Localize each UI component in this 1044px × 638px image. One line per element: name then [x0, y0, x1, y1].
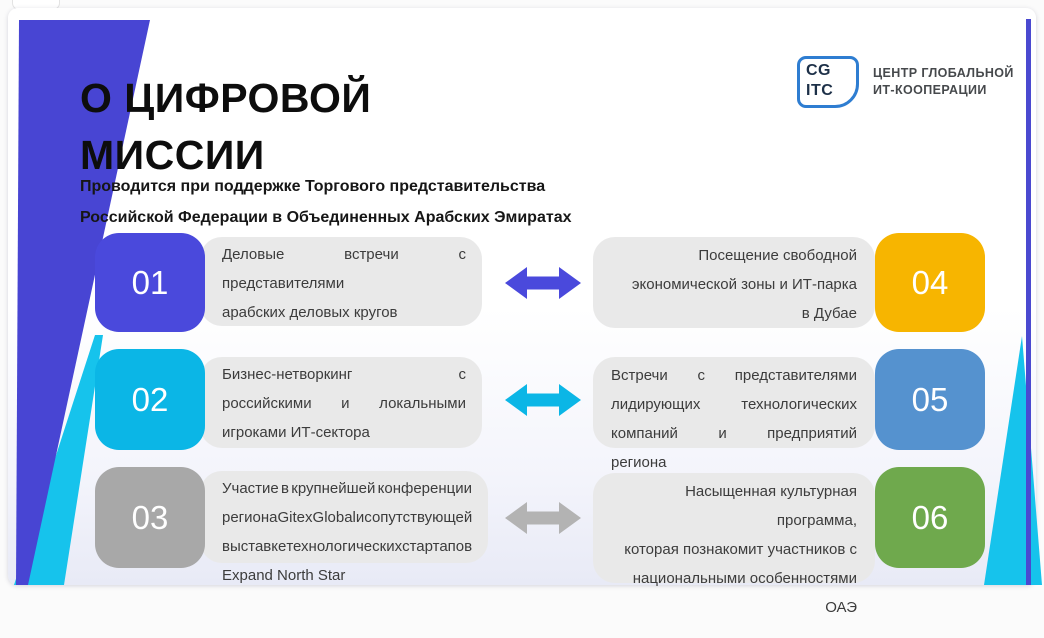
item-text-line: в Дубае: [801, 305, 857, 322]
logo-mark-text: ITC: [806, 82, 834, 99]
right-indigo-line: [1026, 19, 1031, 585]
logo-caption-line: ЦЕНТР ГЛОБАЛЬНОЙ: [873, 66, 1014, 80]
double-arrow-icon: [505, 499, 581, 542]
item-04-number-badge: 04: [875, 233, 985, 332]
item-05-text-panel: [593, 357, 875, 477]
logo-caption-line: ИТ-КООПЕРАЦИИ: [873, 83, 987, 97]
title-line: О ЦИФРОВОЙ: [80, 75, 372, 121]
item-text-line: экономической зоны и ИТ-парка: [631, 276, 857, 293]
item-03-text-panel: [200, 471, 488, 590]
slide-subtitle: [80, 171, 571, 233]
double-arrow-icon: [505, 264, 581, 307]
item-text-line: Бизнес-нетворкинг с: [222, 366, 466, 383]
item-text-line: ОАЭ: [825, 599, 857, 616]
item-text-line: региона Gitex Global и сопутствующей: [222, 509, 473, 526]
item-02-text-panel: [200, 357, 482, 447]
item-text-line: лидирующих технологических: [611, 396, 857, 413]
item-text-line: Expand North Star: [222, 567, 346, 584]
page-title: [80, 70, 371, 184]
title-line: МИССИИ: [80, 132, 265, 178]
item-text-line: региона: [611, 454, 667, 471]
logo-mark-text: CG: [806, 62, 831, 79]
item-text-line: Участие в крупнейшей конференции: [222, 480, 472, 497]
subtitle-line: Российской Федерации в Объединенных Арабских Эмиратах: [80, 209, 572, 226]
item-text-line: национальными особенностями: [632, 570, 857, 587]
item-text-line: которая познакомит участников с: [624, 541, 857, 558]
cgitc-logo-mark: [797, 56, 859, 108]
item-01-number-badge: 01: [95, 233, 205, 332]
right-cyan-wedge: [984, 336, 1042, 585]
subtitle-line: Проводится при поддержке Торгового представительства: [80, 178, 546, 195]
slide-canvas: [8, 8, 1036, 616]
item-04-text-panel: [593, 237, 875, 328]
item-text-line: Насыщенная культурная программа,: [685, 483, 857, 529]
item-06-text-panel: [593, 473, 875, 622]
item-text-line: выставке технологических стартапов: [222, 538, 473, 555]
item-text-line: компаний и предприятий: [611, 425, 857, 442]
item-03-number-badge: 03: [95, 467, 205, 568]
item-text-line: российскими и локальными: [222, 395, 466, 412]
item-01-text-panel: [200, 237, 482, 327]
double-arrow-icon: [505, 381, 581, 424]
item-06-number-badge: 06: [875, 467, 985, 568]
item-text-line: представителями: [222, 275, 345, 292]
item-text-line: игроками ИТ-сектора: [222, 424, 370, 441]
item-text-line: Встречи с представителями: [611, 367, 857, 384]
item-05-number-badge: 05: [875, 349, 985, 450]
cgitc-logo: [797, 56, 1014, 108]
item-02-number-badge: 02: [95, 349, 205, 450]
item-text-line: Деловые встречи с: [222, 246, 466, 263]
item-text-line: Посещение свободной: [698, 247, 857, 264]
item-text-line: арабских деловых кругов: [222, 304, 398, 321]
cgitc-logo-caption: [873, 65, 1014, 99]
